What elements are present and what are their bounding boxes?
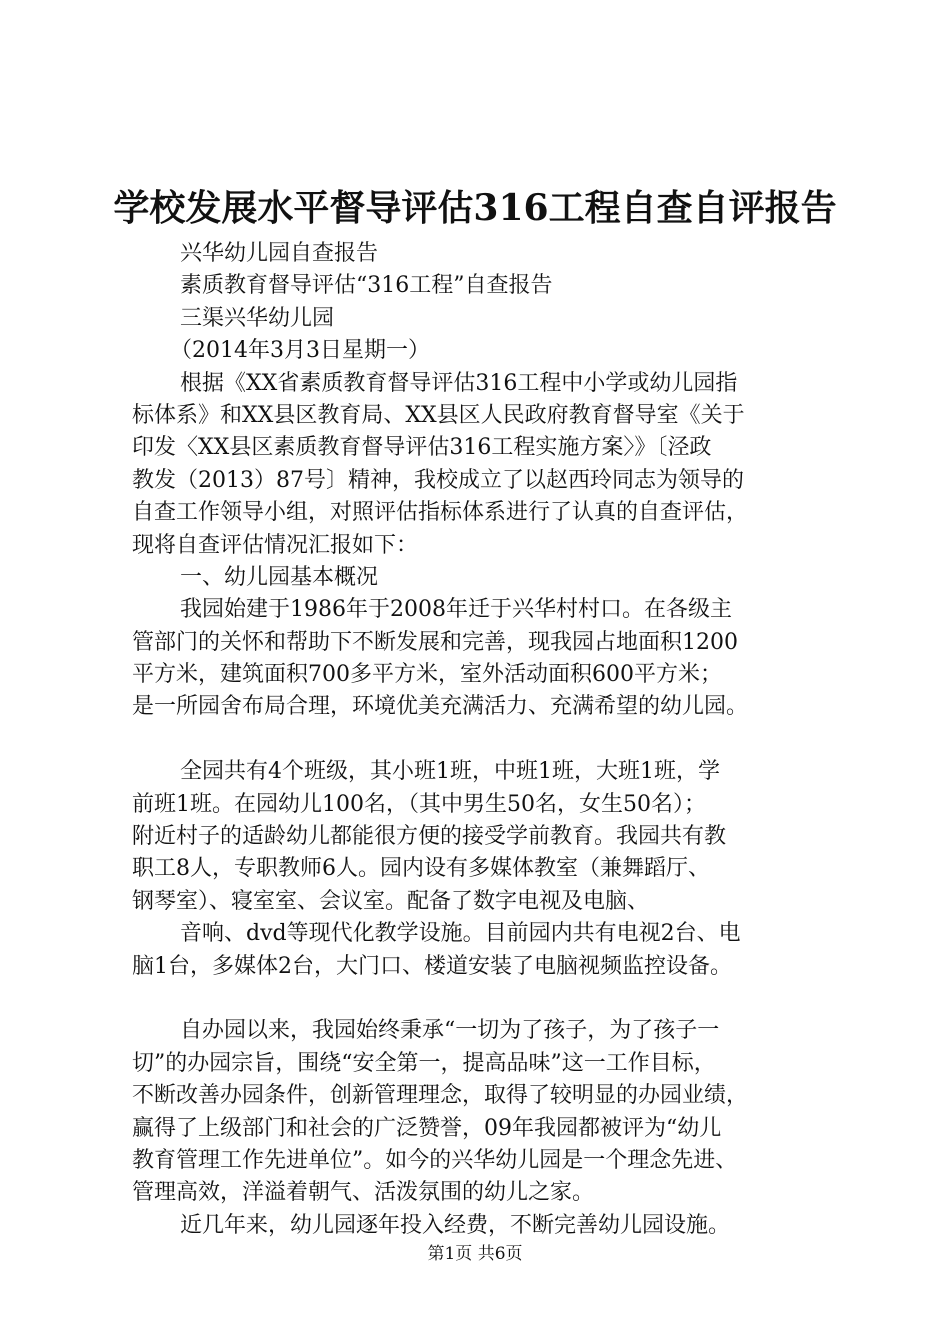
paragraph-gap <box>132 724 844 756</box>
body-line: 赢得了上级部门和社会的广泛赞誉，09年我园都被评为“幼儿 <box>132 1115 722 1141</box>
body-line: 素质教育督导评估“316工程”自查报告 <box>180 273 553 299</box>
body-line: 附近村子的适龄幼儿都能很方便的接受学前教育。我园共有教 <box>132 824 727 850</box>
body-line: 根据《XX省素质教育督导评估316工程中小学或幼儿园指 <box>180 370 738 396</box>
body-line: 自查工作领导小组，对照评估指标体系进行了认真的自查评估， <box>132 500 749 526</box>
body-line: 教发（2013）87号〕精神，我校成立了以赵西玲同志为领导的 <box>132 467 744 493</box>
body-line: 近几年来，幼儿园逐年投入经费，不断完善幼儿园设施。 <box>180 1212 731 1238</box>
body-line: 是一所园舍布局合理，环境优美充满活力、充满希望的幼儿园。 <box>132 694 749 720</box>
body-line: 兴华幼儿园自查报告 <box>180 241 379 266</box>
body-line: 管理高效，洋溢着朝气、活泼氛围的幼儿之家。 <box>132 1180 595 1206</box>
page-footer: 第1页 共6页 <box>427 1244 523 1264</box>
body-line: 我园始建于1986年于2008年迁于兴华村村口。在各级主 <box>180 597 732 623</box>
body-line: 教育管理工作先进单位”。如今的兴华幼儿园是一个理念先进、 <box>132 1147 738 1173</box>
body-line: 脑1台，多媒体2台，大门口、楼道安装了电脑视频监控设备。 <box>132 953 732 979</box>
body-line: 全园共有4个班级，其小班1班，中班1班，大班1班，学 <box>180 759 720 785</box>
body-line: 职工8人，专职教师6人。园内设有多媒体教室（兼舞蹈厅、 <box>132 856 710 882</box>
document-body <box>132 238 844 1242</box>
body-line: 不断改善办园条件，创新管理理念，取得了较明显的办园业绩， <box>132 1083 749 1109</box>
body-line: 印发〈XX县区素质教育督导评估316工程实施方案〉》〔泾政 <box>132 435 712 461</box>
body-line: 音响、dvd等现代化教学设施。目前园内共有电视2台、电 <box>180 921 741 947</box>
body-line: 平方米，建筑面积700多平方米，室外活动面积600平方米； <box>132 662 722 688</box>
body-line: 切”的办园宗旨，围绕“安全第一，提高品味”这一工作目标， <box>132 1050 716 1076</box>
document-title: 学校发展水平督导评估316工程自查自评报告 <box>113 187 837 229</box>
body-line: 管部门的关怀和帮助下不断发展和完善，现我园占地面积1200 <box>132 629 738 655</box>
body-line: 前班1班。在园幼儿100名，（其中男生50名，女生50名）； <box>132 791 706 817</box>
section-heading: 一、幼儿园基本概况 <box>180 564 379 590</box>
body-line: 自办园以来，我园始终秉承“一切为了孩子，为了孩子一 <box>180 1018 720 1044</box>
body-line: 三渠兴华幼儿园 <box>180 305 335 331</box>
body-line: 标体系》和XX县区教育局、XX县区人民政府教育督导室《关于 <box>132 402 745 428</box>
body-line: 现将自查评估情况汇报如下： <box>132 532 419 558</box>
paragraph-gap <box>132 983 844 1015</box>
body-line: 钢琴室）、寝室室、会议室。配备了数字电视及电脑、 <box>132 888 650 914</box>
body-line: （2014年3月3日星期一） <box>170 338 430 364</box>
